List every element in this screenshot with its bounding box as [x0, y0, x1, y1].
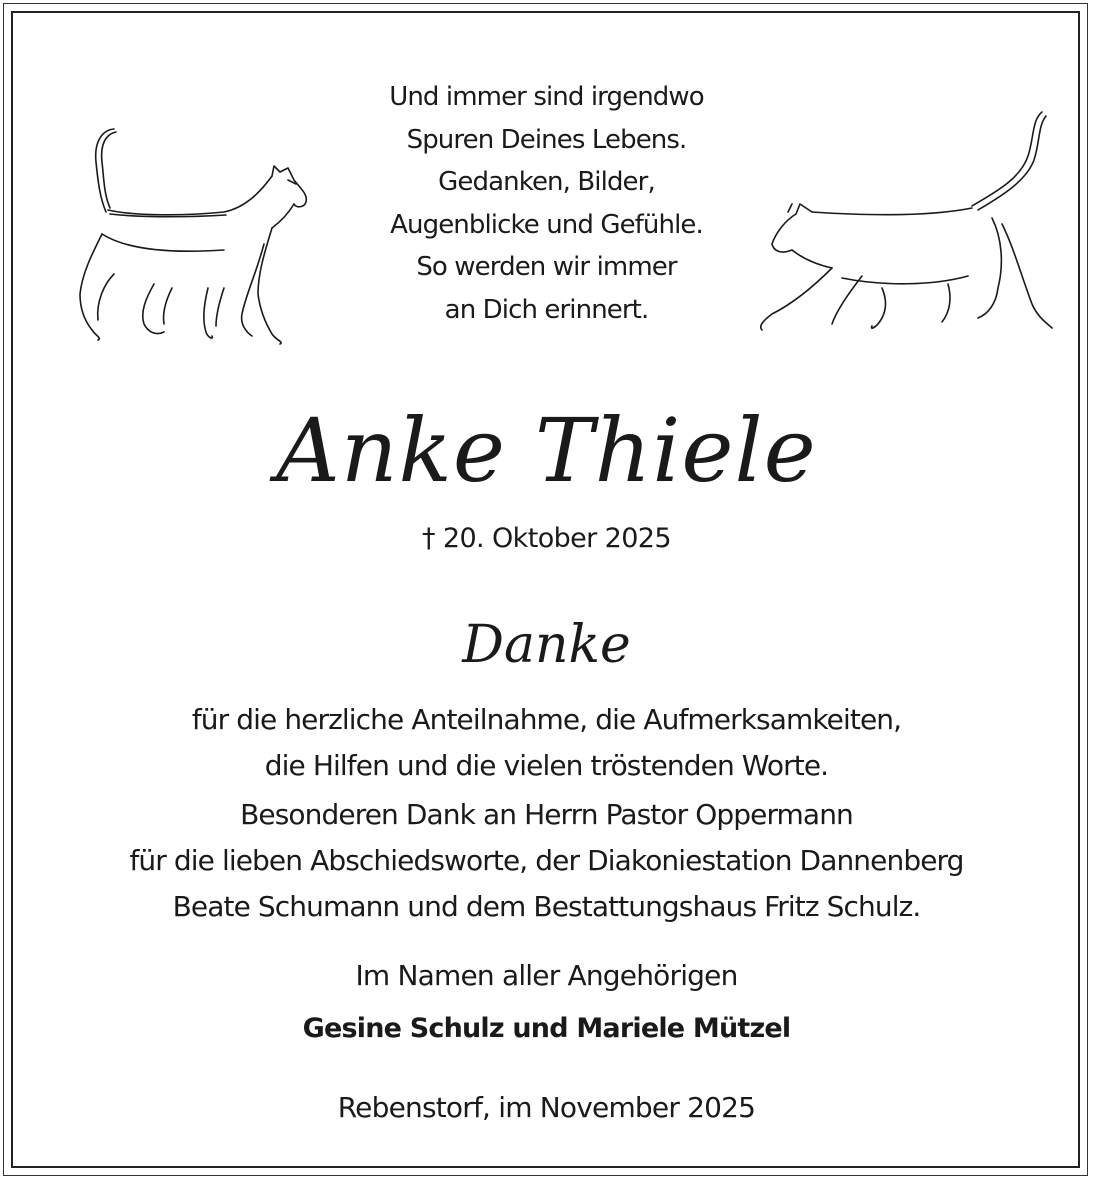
- poem-line: Und immer sind irgendwo: [389, 82, 704, 112]
- deceased-name: Anke Thiele: [276, 399, 817, 502]
- place-date: Rebenstorf, im November 2025: [337, 1091, 756, 1124]
- thanks-heading: Danke: [462, 615, 631, 675]
- poem-line: Augenblicke und Gefühle.: [390, 209, 703, 240]
- thanks-line: für die lieben Abschiedsworte, der Diakoniestation Dannenberg: [129, 844, 964, 877]
- death-date: † 20. Oktober 2025: [422, 523, 671, 554]
- thanks-line: Beate Schumann und dem Bestattungshaus Fritz Schulz.: [172, 890, 921, 923]
- thanks-line: für die herzliche Anteilnahme, die Aufmerksamkeiten,: [191, 703, 902, 736]
- thanks-line: Besonderen Dank an Herrn Pastor Oppermann: [240, 798, 853, 831]
- signature-names: Gesine Schulz und Mariele Mützel: [302, 1013, 791, 1044]
- poem-line: So werden wir immer: [416, 252, 677, 282]
- signature-intro: Im Namen aller Angehörigen: [355, 959, 738, 992]
- poem-verse: [0, 76, 1093, 331]
- poem-line: an Dich erinnert.: [444, 294, 649, 325]
- thanks-line: die Hilfen und die vielen tröstenden Worte.: [264, 749, 829, 782]
- poem-line: Gedanken, Bilder,: [438, 167, 655, 197]
- poem-line: Spuren Deines Lebens.: [406, 124, 687, 155]
